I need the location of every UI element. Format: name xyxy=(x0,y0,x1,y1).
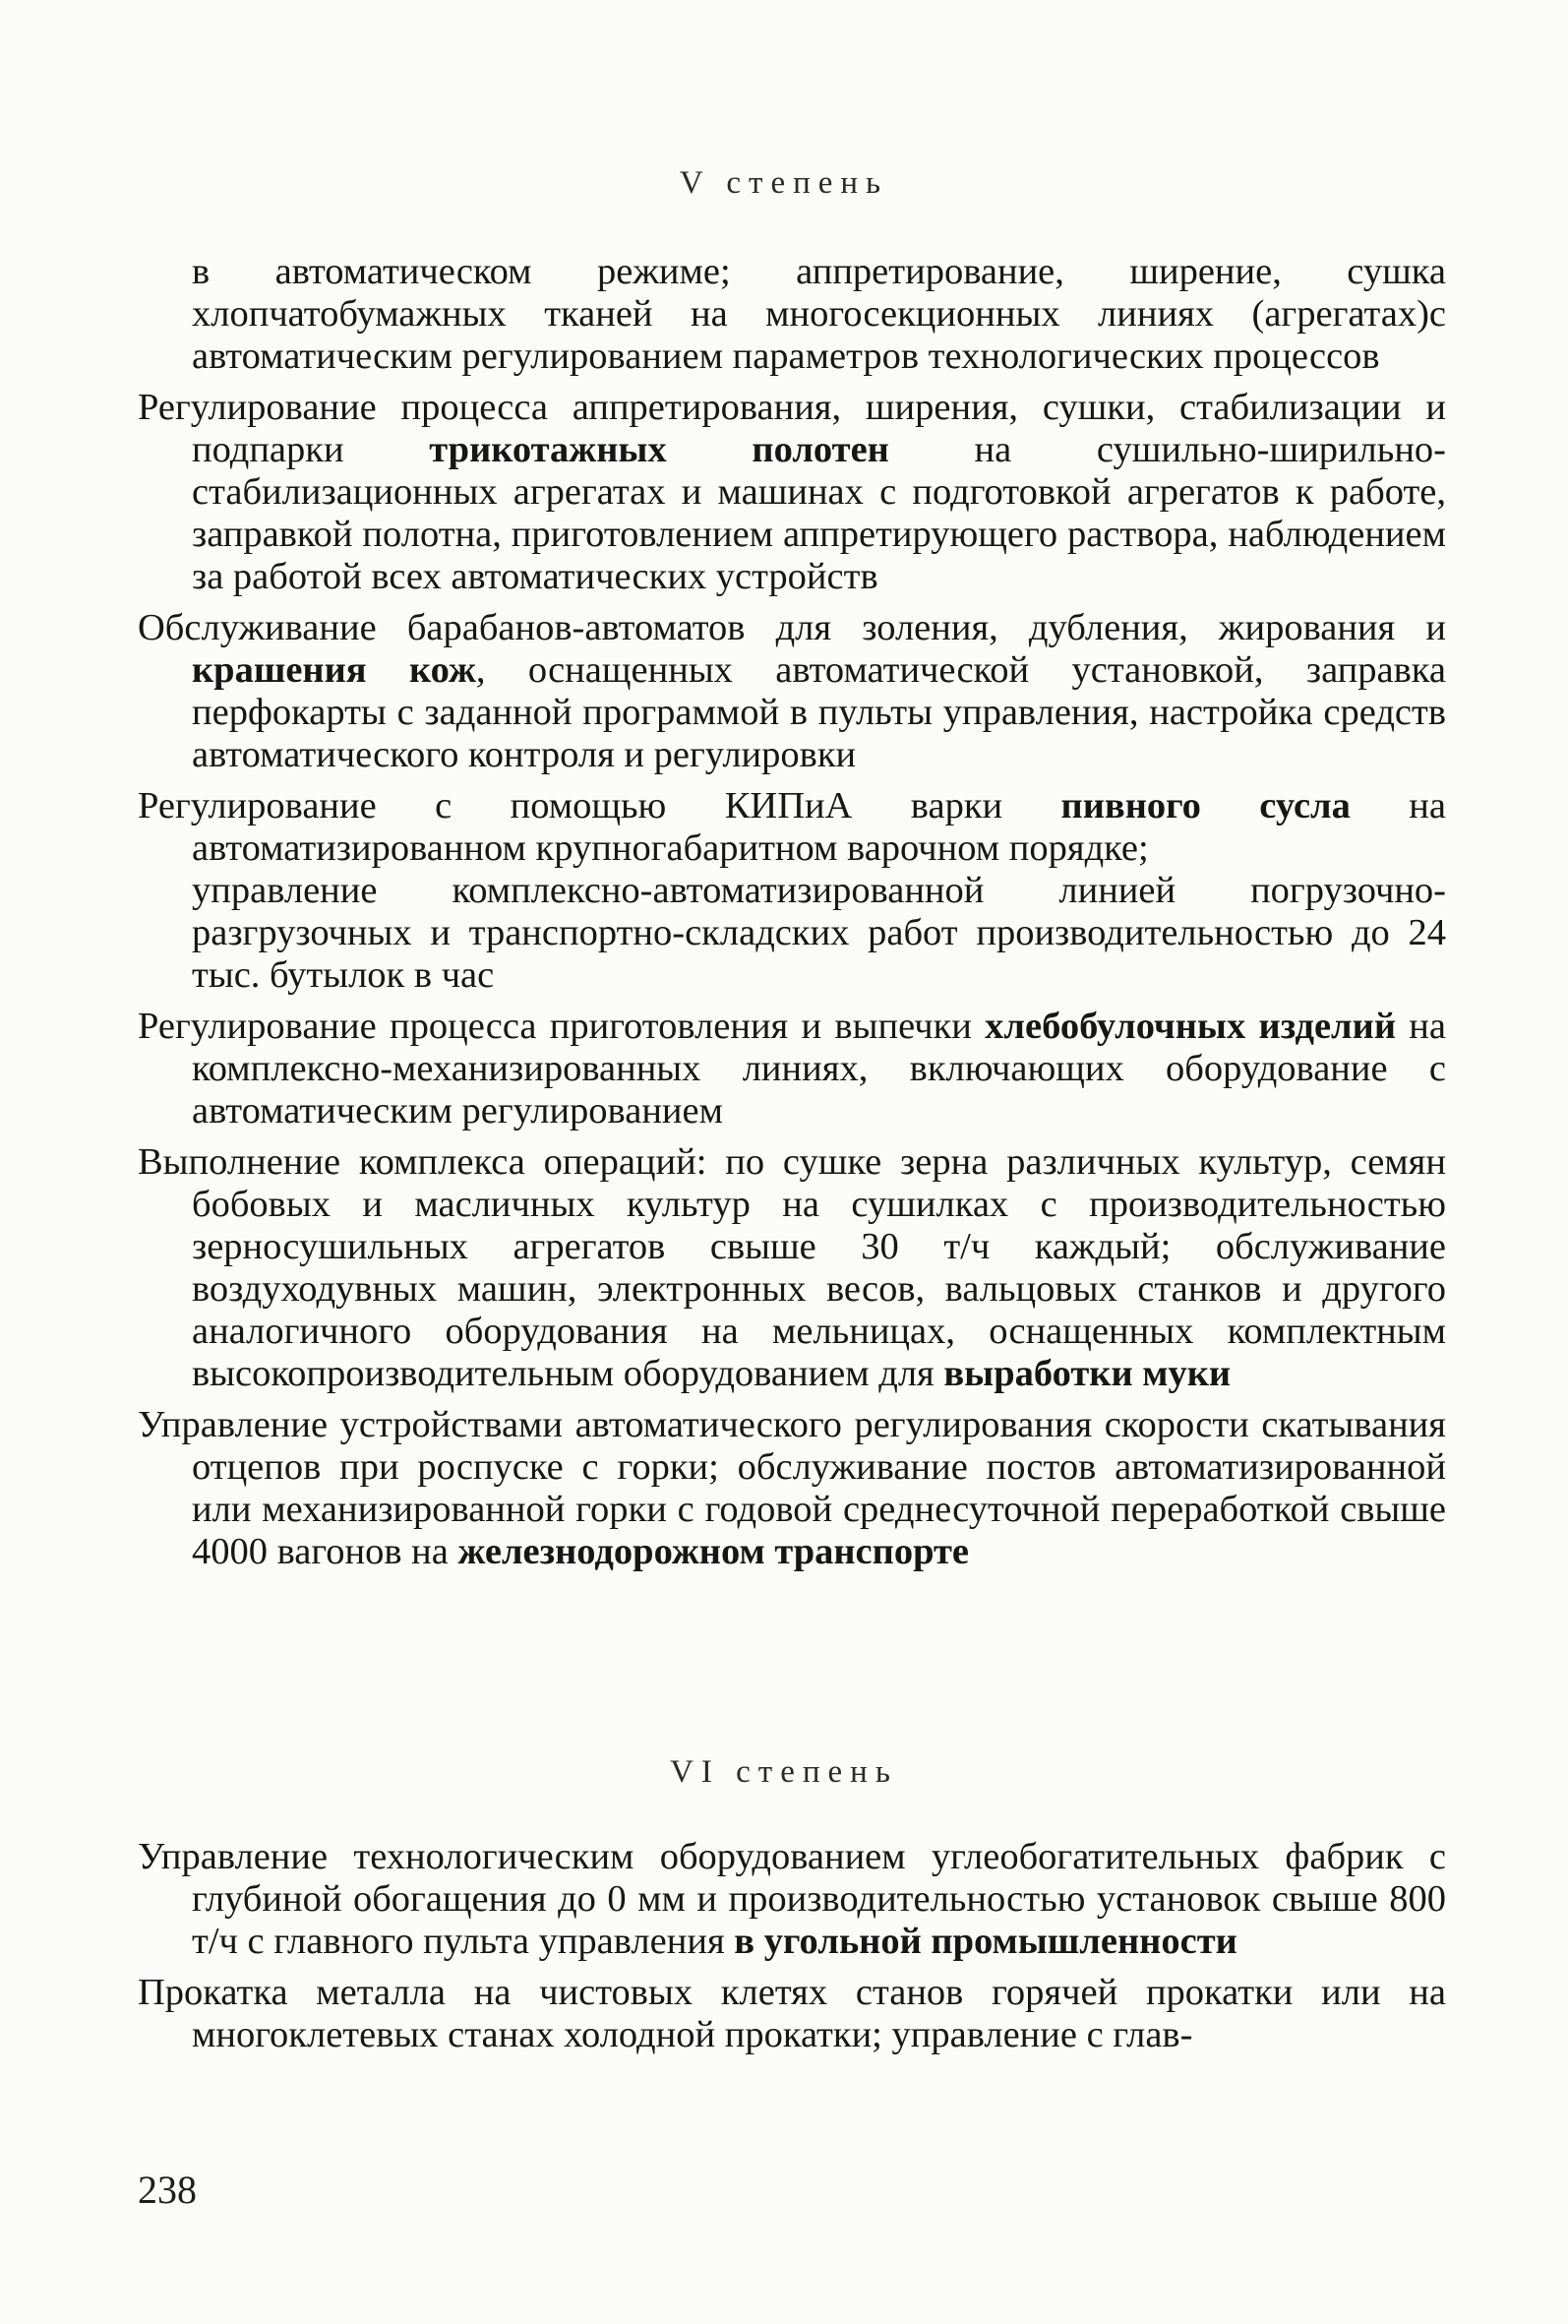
section-v-paragraph xyxy=(138,607,1446,776)
section-v-paragraph xyxy=(138,785,1446,870)
text-run: на автоматизированном крупногабаритном варочном порядке; xyxy=(192,785,1446,869)
text-run: Регулирование с помощью КИПиА варки xyxy=(138,785,1061,826)
section-heading-vi: VI степень xyxy=(670,1754,898,1790)
text-run: Обслуживание барабанов-автоматов для золения, дубления, жирования и xyxy=(138,607,1446,648)
bold-term: выработки муки xyxy=(943,1353,1232,1394)
section-v-paragraph xyxy=(138,1006,1446,1132)
text-run: Выполнение комплекса операций: по сушке зерна различных культур, семян бобовых и масличных культур на сушилках с производительностью зерносушильных агрегатов свыше 30 т/ч каждый; обслуживание воздуходувных машин, электронных весов, вальцовых станков и другого аналогичного оборудования на мельницах, оснащенных комплектным высокопроизводительным оборудованием для xyxy=(138,1141,1446,1394)
text-run: Управление технологическим оборудованием углеобогатительных фабрик с глубиной обогащения до 0 мм и производительностью установок свыше 800 т/ч с главного пульта управления xyxy=(138,1836,1446,1962)
text-run: Прокатка металла на чистовых клетях станов горячей прокатки или на многоклетевых станах холодной прокатки; управление с глав- xyxy=(138,1972,1446,2055)
text-run: управление комплексно-автоматизированной линией погрузочно-разгрузочных и транспортно-складских работ производительностью до 24 тыс. бутылок в час xyxy=(192,870,1446,996)
text-run: Регулирование процесса приготовления и выпечки xyxy=(138,1006,986,1047)
bold-term: крашения кож xyxy=(192,649,476,691)
section-vi-paragraph xyxy=(138,1836,1446,1963)
page-number: 238 xyxy=(138,2168,197,2212)
text-run: Управление устройствами автоматического регулирования скорости скатывания отцепов при роспуске с горки; обслуживание постов автоматизированной или механизированной горки с годовой среднесуточной переработкой свыше 4000 вагонов на xyxy=(138,1404,1446,1572)
section-heading-v: V степень xyxy=(679,165,889,201)
section-v-paragraph xyxy=(138,1141,1446,1395)
section-v-paragraph xyxy=(138,387,1446,598)
bold-term: железнодорожном транспорте xyxy=(457,1531,969,1572)
section-vi-text xyxy=(138,1836,1446,2056)
bold-term: в угольной промышленности xyxy=(734,1921,1237,1962)
bold-term: хлебобулочных изделий xyxy=(985,1006,1397,1047)
text-run: в автоматическом режиме; аппретирование, ширение, сушка хлопчатобумажных тканей на многосекционных линиях (агрегатах)с автоматическим регулированием параметров технологических процессов xyxy=(192,251,1446,377)
text-run: , оснащенных автоматической установкой, заправка перфокарты с заданной программой в пульты управления, настройка средств автоматического контроля и регулировки xyxy=(192,649,1447,775)
bold-term: пивного сусла xyxy=(1060,785,1351,826)
bold-term: трикотажных полотен xyxy=(429,429,889,470)
section-vi-paragraph xyxy=(138,1972,1446,2056)
section-v-paragraph xyxy=(138,251,1446,378)
section-v-paragraph xyxy=(138,1404,1446,1573)
text-run: Регулирование процесса аппретирования, ширения, сушки, стабилизации и подпарки xyxy=(138,387,1446,470)
section-v-text xyxy=(138,251,1446,1573)
text-run: на сушильно-ширильно-стабилизационных агрегатах и машинах с подготовкой агрегатов к работе, заправкой полотна, приготовлением аппретирующего раствора, наблюдением за работой всех автоматических устройств xyxy=(192,429,1446,597)
text-run: на комплексно-механизированных линиях, включающих оборудование с автоматическим регулированием xyxy=(192,1006,1446,1131)
section-v-paragraph xyxy=(138,870,1446,997)
